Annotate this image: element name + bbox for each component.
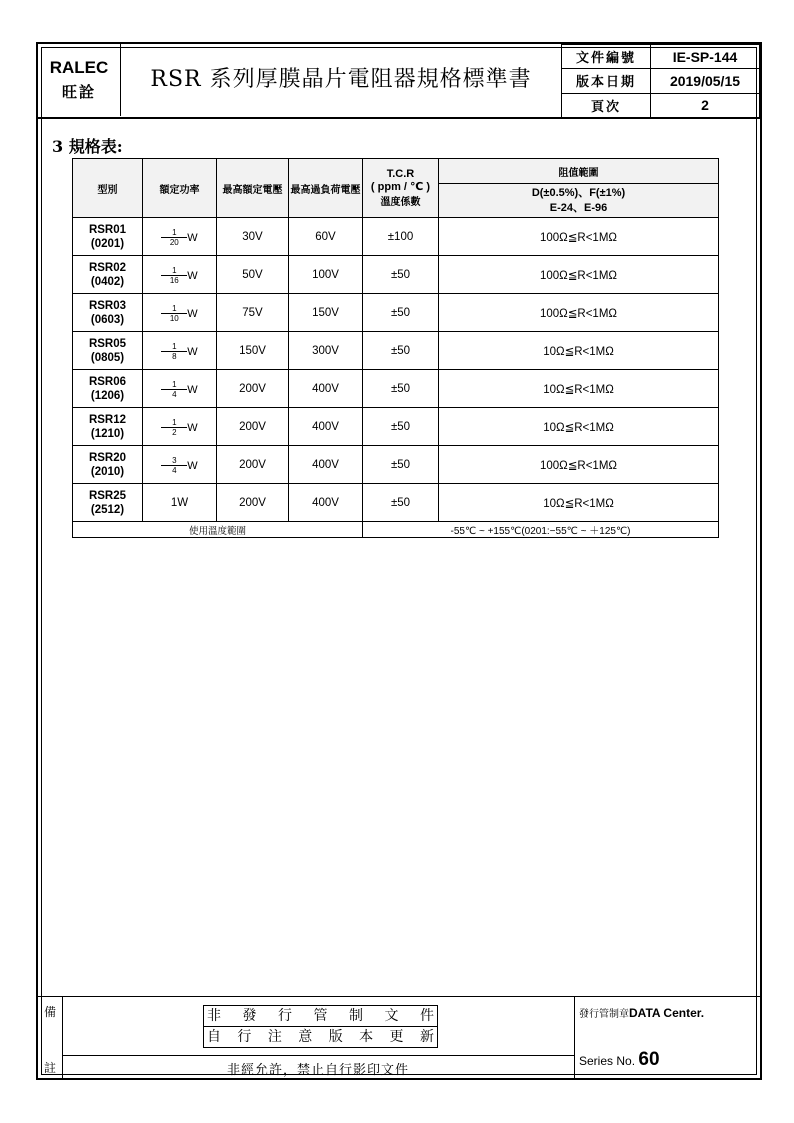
- tcr-cell: ±50: [363, 408, 439, 446]
- power-cell: 1W: [143, 484, 217, 522]
- company-logo: [38, 44, 121, 116]
- tcr-cell: ±100: [363, 218, 439, 256]
- tcr-cell: ±50: [363, 294, 439, 332]
- header-max-voltage: 最高額定電壓: [217, 159, 289, 218]
- power-cell: $\frac{1}{4}$ W: [143, 370, 217, 408]
- stamp-char: 注: [267, 1029, 282, 1045]
- stamp-char: 版: [328, 1029, 343, 1045]
- tcr-cell: ±50: [363, 332, 439, 370]
- power-cell: $\frac{1}{16}$ W: [143, 256, 217, 294]
- header-range-sub: [439, 184, 719, 218]
- copy-notice: 非經允許，禁止自行影印文件: [226, 1063, 409, 1078]
- voltage-cell: 50V: [217, 256, 289, 294]
- series-label: Series No.: [579, 1054, 636, 1068]
- range-cell: 10Ω≦R<1MΩ: [439, 370, 719, 408]
- model-cell: RSR20 (2010): [73, 446, 143, 484]
- voltage-cell: 30V: [217, 218, 289, 256]
- table-row: [73, 332, 719, 370]
- overload-cell: 60V: [289, 218, 363, 256]
- stamp-char: 行: [278, 1008, 292, 1024]
- temp-range-label: 使用溫度範圍: [73, 522, 363, 538]
- power-cell: $\frac{1}{10}$ W: [143, 294, 217, 332]
- doc-number-value: IE-SP-144: [651, 45, 760, 69]
- doc-number-label: 文件編號: [562, 45, 651, 69]
- table-row: [73, 256, 719, 294]
- voltage-cell: 200V: [217, 408, 289, 446]
- page-label: 頁次: [562, 93, 651, 117]
- model-cell: RSR05 (0805): [73, 332, 143, 370]
- header-power: 額定功率: [143, 159, 217, 218]
- tcr-title: T.C.R: [386, 168, 415, 180]
- header-tcr: [363, 159, 439, 218]
- series-number: [579, 1049, 660, 1071]
- power-cell: $\frac{3}{4}$ W: [143, 446, 217, 484]
- issuer-label: 發行管制章: [579, 1009, 629, 1020]
- tcr-cell: ±50: [363, 370, 439, 408]
- stamp-char: 制: [349, 1008, 363, 1024]
- logo-zh: 旺詮: [61, 83, 96, 101]
- voltage-cell: 75V: [217, 294, 289, 332]
- section-title: 3 規格表:: [52, 137, 123, 156]
- power-cell: $\frac{1}{20}$ W: [143, 218, 217, 256]
- header-range: 阻值範圍: [439, 159, 719, 184]
- document-header: [38, 44, 760, 118]
- header-model: 型別: [73, 159, 143, 218]
- document-title: RSR 系列厚膜晶片電阻器規格標準書: [150, 67, 532, 92]
- issuer-stamp: [579, 1005, 704, 1020]
- range-tolerance: D(±0.5%)、F(±1%): [531, 186, 626, 199]
- stamp-char: 更: [389, 1029, 404, 1045]
- tcr-cell: ±50: [363, 256, 439, 294]
- stamp-char: 件: [420, 1008, 434, 1024]
- version-date-value: 2019/05/15: [651, 69, 760, 93]
- overload-cell: 300V: [289, 332, 363, 370]
- stamp-char: 行: [237, 1029, 252, 1045]
- model-cell: RSR06 (1206): [73, 370, 143, 408]
- range-cell: 10Ω≦R<1MΩ: [439, 332, 719, 370]
- range-cell: 10Ω≦R<1MΩ: [439, 484, 719, 522]
- stamp-line-1: [204, 1006, 437, 1027]
- range-series: E-24、E-96: [549, 201, 608, 214]
- stamp-char: 發: [242, 1008, 257, 1024]
- overload-cell: 400V: [289, 408, 363, 446]
- stamp-char: 新: [419, 1029, 434, 1045]
- voltage-cell: 200V: [217, 370, 289, 408]
- stamp-char: 管: [313, 1008, 328, 1024]
- remark-label-2: 註: [44, 1061, 57, 1075]
- model-cell: RSR02 (0402): [73, 256, 143, 294]
- tcr-zh: 溫度係數: [380, 197, 421, 208]
- remark-label-1: 備: [44, 1005, 57, 1019]
- page-value: 2: [651, 93, 760, 117]
- logo-en: RALEC: [49, 58, 109, 77]
- voltage-cell: 150V: [217, 332, 289, 370]
- range-cell: 10Ω≦R<1MΩ: [439, 408, 719, 446]
- stamp-char: 意: [298, 1029, 313, 1045]
- series-value: 60: [638, 1049, 660, 1070]
- issuer-name: DATA Center.: [629, 1006, 705, 1020]
- temp-range-value: -55℃ ~ +155℃(0201:−55℃ ~ ＋125℃): [363, 522, 719, 538]
- voltage-cell: 200V: [217, 484, 289, 522]
- table-row: [73, 294, 719, 332]
- table-row: [73, 408, 719, 446]
- tcr-unit: ( ppm / ℃ ): [370, 181, 431, 193]
- stamp-char: 本: [359, 1029, 374, 1045]
- overload-cell: 400V: [289, 370, 363, 408]
- power-cell: $\frac{1}{8}$ W: [143, 332, 217, 370]
- table-row: [73, 370, 719, 408]
- stamp-char: 非: [207, 1008, 221, 1024]
- document-footer: [38, 996, 760, 1079]
- table-row: [73, 484, 719, 522]
- document-meta: [561, 44, 760, 118]
- range-cell: 100Ω≦R<1MΩ: [439, 294, 719, 332]
- stamp-line-2: [204, 1027, 437, 1047]
- overload-cell: 100V: [289, 256, 363, 294]
- version-date-label: 版本日期: [562, 69, 651, 93]
- overload-cell: 400V: [289, 484, 363, 522]
- model-cell: RSR03 (0603): [73, 294, 143, 332]
- model-cell: RSR25 (2512): [73, 484, 143, 522]
- tcr-cell: ±50: [363, 446, 439, 484]
- stamp-char: 自: [207, 1029, 221, 1045]
- overload-cell: 400V: [289, 446, 363, 484]
- overload-cell: 150V: [289, 294, 363, 332]
- table-row: [73, 446, 719, 484]
- model-cell: RSR12 (1210): [73, 408, 143, 446]
- voltage-cell: 200V: [217, 446, 289, 484]
- power-cell: $\frac{1}{2}$ W: [143, 408, 217, 446]
- model-cell: RSR01 (0201): [73, 218, 143, 256]
- header-max-overload: 最高過負荷電壓: [289, 159, 363, 218]
- table-row: [73, 218, 719, 256]
- range-cell: 100Ω≦R<1MΩ: [439, 446, 719, 484]
- uncontrolled-stamp: [203, 1005, 438, 1048]
- spec-table: [72, 158, 719, 538]
- tcr-cell: ±50: [363, 484, 439, 522]
- range-cell: 100Ω≦R<1MΩ: [439, 256, 719, 294]
- range-cell: 100Ω≦R<1MΩ: [439, 218, 719, 256]
- stamp-char: 文: [384, 1008, 399, 1024]
